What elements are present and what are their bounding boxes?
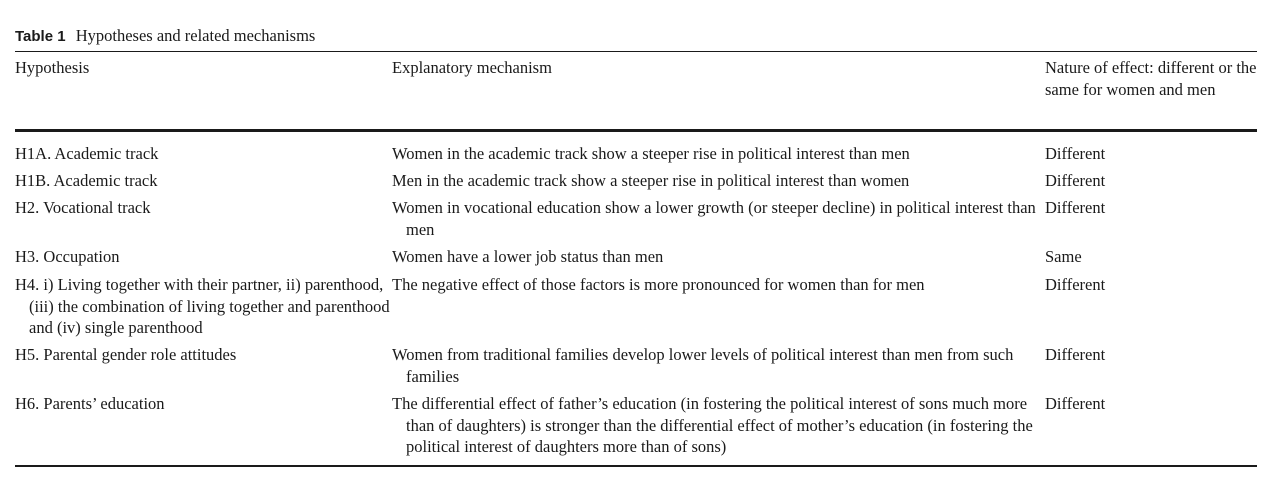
row-3-hypothesis: H2. Vocational track	[15, 198, 151, 217]
row-5-mechanism: The negative effect of those factors is more pronounced for women than for men	[392, 275, 925, 294]
header-hypothesis: Hypothesis	[15, 58, 90, 77]
row-3-effect: Different	[1045, 198, 1106, 217]
row-4-mechanism: Women have a lower job status than men	[392, 247, 664, 266]
row-2-hypothesis: H1B. Academic track	[15, 171, 158, 190]
table-title: Hypotheses and related mechanisms	[75, 26, 316, 45]
header-effect: Nature of effect: different or the same for women and men	[1045, 58, 1257, 99]
table-caption	[15, 26, 315, 47]
row-6-effect: Different	[1045, 345, 1106, 364]
row-2-effect: Different	[1045, 171, 1106, 190]
header-mechanism: Explanatory mechanism	[392, 58, 552, 77]
row-5-effect: Different	[1045, 275, 1106, 294]
row-1-mechanism: Women in the academic track show a steeper rise in political interest than men	[392, 144, 910, 163]
row-5-hypothesis: H4. i) Living together with their partner, ii) parenthood, (iii) the combination of living together and parenthood and (iv) single parenthood	[15, 275, 390, 337]
row-1-hypothesis: H1A. Academic track	[15, 144, 159, 163]
row-3-mechanism: Women in vocational education show a lower growth (or steeper decline) in political interest than men	[392, 198, 1036, 239]
row-4-hypothesis: H3. Occupation	[15, 247, 120, 266]
row-4-effect: Same	[1045, 247, 1082, 266]
row-1-effect: Different	[1045, 144, 1106, 163]
table-header-rule	[15, 129, 1257, 132]
row-2-mechanism: Men in the academic track show a steeper rise in political interest than women	[392, 171, 910, 190]
row-7-mechanism: The differential effect of father’s education (in fostering the political interest of sons much more than of daughters) is stronger than the differential effect of mother’s education (in fostering the political interest of daughters more than of sons)	[392, 394, 1033, 456]
row-7-effect: Different	[1045, 394, 1106, 413]
table-label: Table 1	[15, 28, 66, 45]
table-bottom-rule	[15, 465, 1257, 467]
row-6-mechanism: Women from traditional families develop lower levels of political interest than men from such families	[392, 345, 1014, 386]
row-7-hypothesis: H6. Parents’ education	[15, 394, 165, 413]
table-top-rule	[15, 51, 1257, 52]
row-6-hypothesis: H5. Parental gender role attitudes	[15, 345, 237, 364]
